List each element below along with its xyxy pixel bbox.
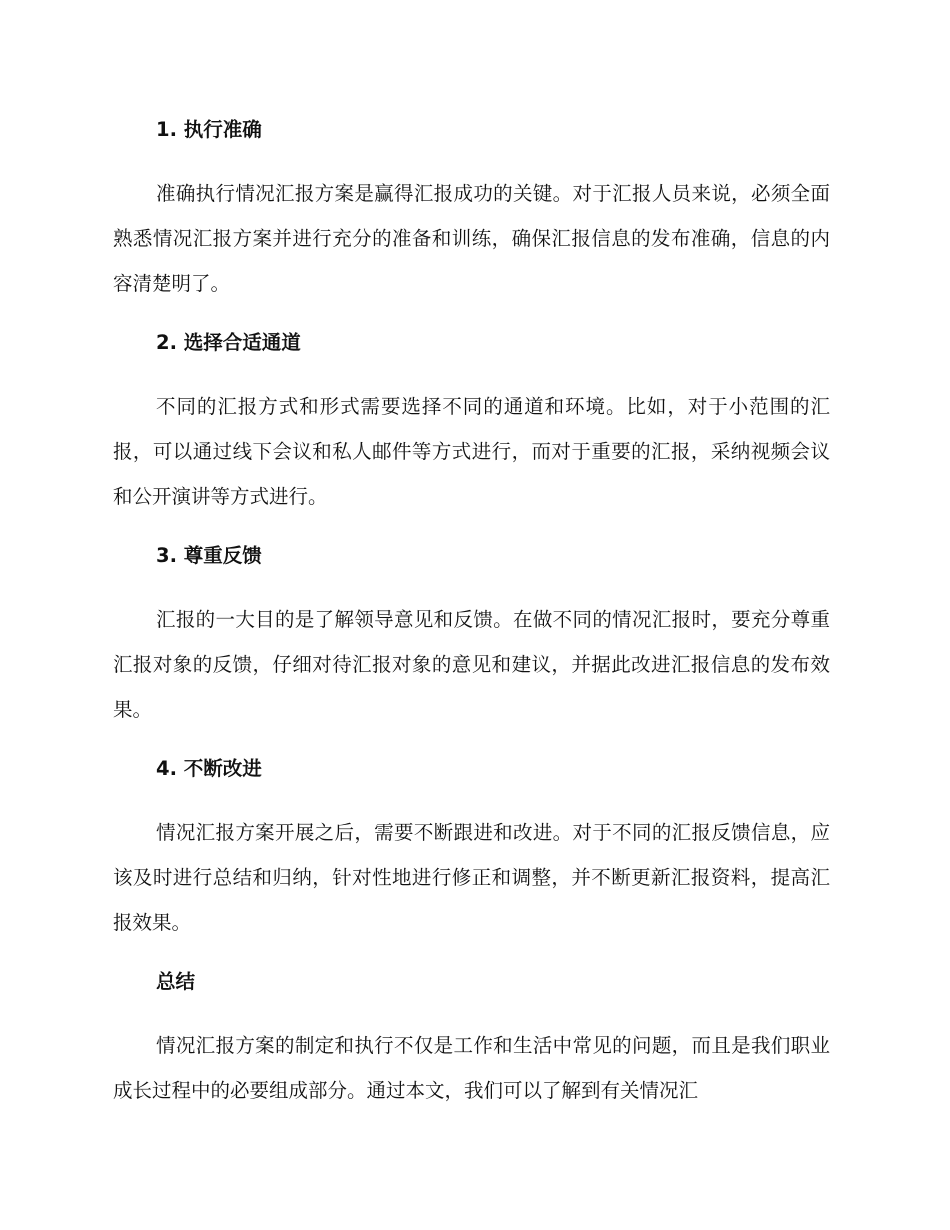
section-heading: 1. 执行准确 (156, 118, 262, 141)
section-respect-feedback (113, 536, 830, 732)
section-choose-channel (113, 323, 830, 519)
section-heading: 总结 (156, 970, 196, 993)
section-paragraph: 准确执行情况汇报方案是赢得汇报成功的关键。对于汇报人员来说，必须全面熟悉情况汇报方案并进行充分的准备和训练，确保汇报信息的发布准确，信息的内容清楚明了。 (113, 182, 830, 295)
document-page (113, 110, 830, 1130)
section-paragraph: 汇报的一大目的是了解领导意见和反馈。在做不同的情况汇报时，要充分尊重汇报对象的反馈，仔细对待汇报对象的意见和建议，并据此改进汇报信息的发布效果。 (113, 608, 830, 721)
section-paragraph: 不同的汇报方式和形式需要选择不同的通道和环境。比如，对于小范围的汇报，可以通过线下会议和私人邮件等方式进行，而对于重要的汇报，采纳视频会议和公开演讲等方式进行。 (113, 395, 830, 508)
section-paragraph: 情况汇报方案的制定和执行不仅是工作和生活中常见的问题，而且是我们职业成长过程中的必要组成部分。通过本文，我们可以了解到有关情况汇 (113, 1034, 830, 1102)
section-continuous-improvement (113, 749, 830, 945)
section-heading: 2. 选择合适通道 (156, 331, 301, 354)
section-heading: 4. 不断改进 (156, 757, 262, 780)
section-heading: 3. 尊重反馈 (156, 544, 262, 567)
section-paragraph: 情况汇报方案开展之后，需要不断跟进和改进。对于不同的汇报反馈信息，应该及时进行总结和归纳，针对性地进行修正和调整，并不断更新汇报资料，提高汇报效果。 (113, 821, 830, 934)
section-execute-accurately (113, 110, 830, 306)
section-summary (113, 962, 830, 1113)
